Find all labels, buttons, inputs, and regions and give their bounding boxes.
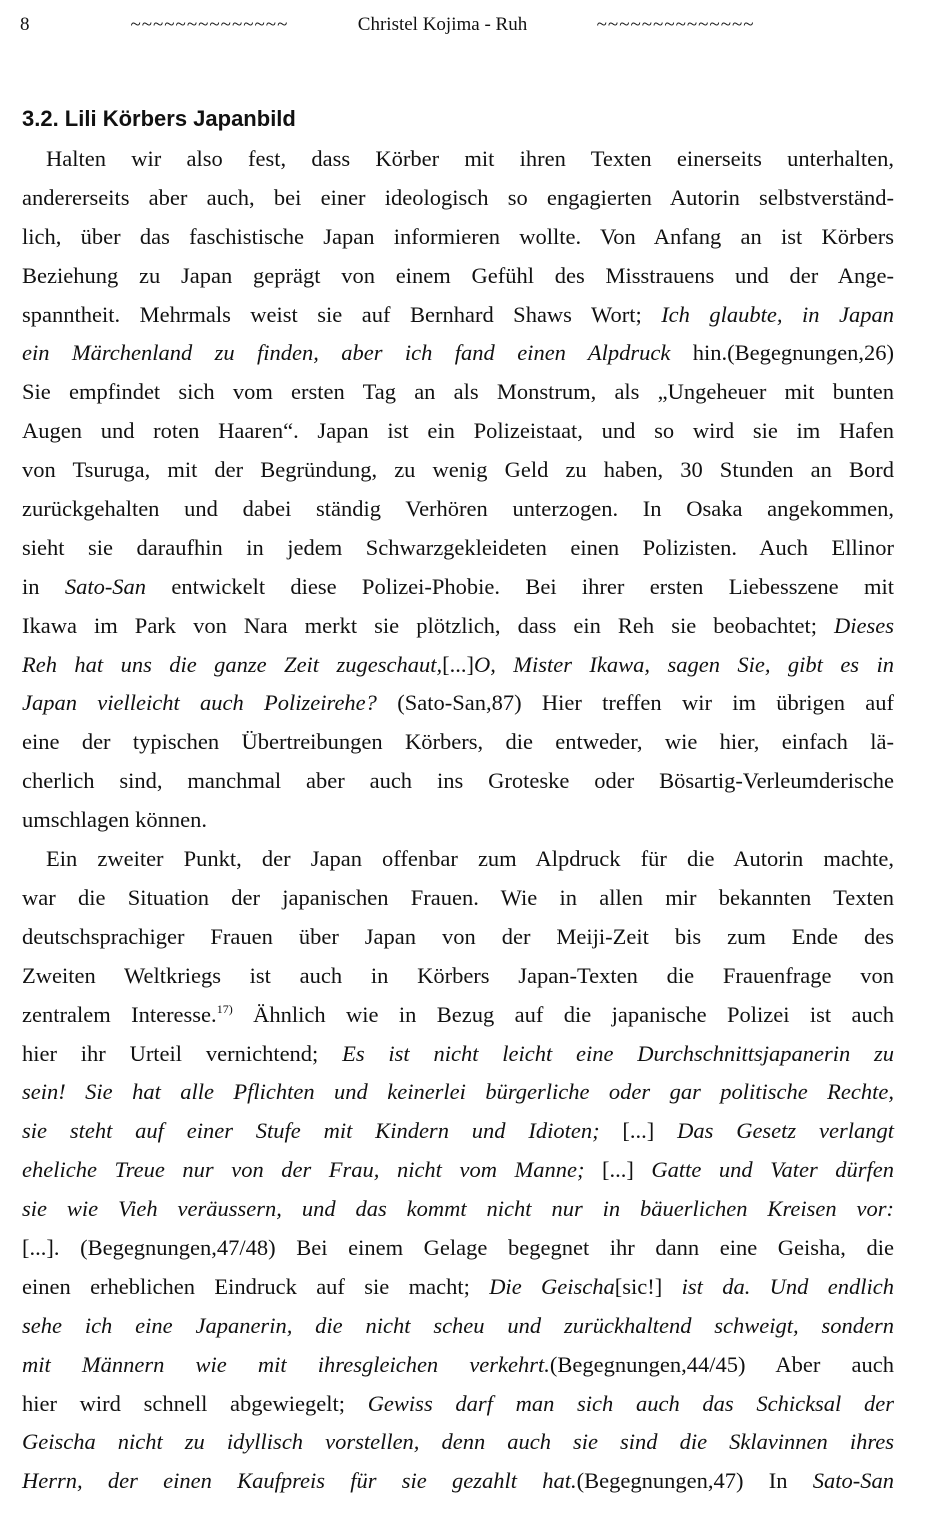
text-run: in	[22, 573, 65, 599]
text-line	[22, 684, 894, 723]
text-run: Augen und roten Haaren“. Japan ist ein Polizeistaat, und so wird sie im Hafen	[22, 418, 894, 444]
italic-quote: Die Geischa	[489, 1273, 615, 1299]
text-run: Ähnlich wie in Bezug auf die japanische Polizei ist auch	[232, 1001, 895, 1027]
text-line	[22, 1423, 894, 1462]
italic-quote: Ich glaubte, in Japan	[661, 301, 894, 327]
italic-quote: ist da. Und endlich	[681, 1273, 894, 1299]
text-run: eine der typischen Übertreibungen Körbers, die entweder, wie hier, einfach lä-	[22, 729, 894, 755]
text-line	[22, 646, 894, 685]
text-line	[22, 879, 894, 918]
text-run: Ikawa im Park von Nara merkt sie plötzlich, dass ein Reh sie beobachtet;	[22, 612, 834, 638]
body-text	[22, 140, 894, 1501]
text-line	[22, 1035, 894, 1074]
text-run: war die Situation der japanischen Frauen. Wie in allen mir bekannten Texten	[22, 884, 894, 910]
italic-quote: Reh hat uns die ganze Zeit zugeschaut,	[22, 651, 443, 677]
text-line	[22, 1462, 894, 1501]
italic-quote: eheliche Treue nur von der Frau, nicht vom Manne;	[22, 1157, 585, 1183]
italic-quote: sie steht auf einer Stufe mit Kindern und Idioten;	[22, 1118, 600, 1144]
italic-quote: sie wie Vieh veräussern, und das kommt nicht nur in bäuerlichen Kreisen vor:	[22, 1196, 894, 1222]
text-run: [...]	[599, 1118, 678, 1144]
text-line	[22, 1346, 894, 1385]
italic-quote: Gatte und Vater dürfen	[651, 1157, 894, 1183]
text-run: zurückgehalten und dabei ständig Verhören unterzogen. In Osaka angekommen,	[22, 496, 894, 522]
page-number: 8	[20, 14, 30, 35]
running-header	[20, 14, 810, 36]
text-line	[22, 1268, 894, 1307]
text-line	[22, 1385, 894, 1424]
text-line	[22, 762, 894, 801]
text-run: [sic!]	[614, 1273, 682, 1299]
text-run: von Tsuruga, mit der Begründung, zu wenig Geld zu haben, 30 Stunden an Bord	[22, 457, 894, 483]
text-run: (Begegnungen,47) In	[576, 1468, 813, 1494]
text-run: umschlagen können.	[22, 807, 207, 833]
text-line	[22, 140, 894, 179]
italic-quote: ein Märchenland zu finden, aber ich fand einen Alpdruck	[22, 340, 671, 366]
italic-quote: mit Männern wie mit ihresgleichen verkehrt.	[22, 1351, 550, 1377]
text-line	[22, 840, 894, 879]
text-run: einen erheblichen Eindruck auf sie macht;	[22, 1273, 490, 1299]
text-run: sieht sie daraufhin in jedem Schwarzgekleideten einen Polizisten. Auch Ellinor	[22, 534, 894, 560]
text-line	[22, 334, 894, 373]
text-run: spanntheit. Mehrmals weist sie auf Bernhard Shaws Wort;	[22, 301, 662, 327]
text-line	[22, 607, 894, 646]
italic-quote: Dieses	[834, 612, 894, 638]
italic-quote: Herrn, der einen Kaufpreis für sie gezahlt hat.	[22, 1468, 577, 1494]
italic-quote: sehe ich eine Japanerin, die nicht scheu und zurückhaltend schweigt, sondern	[22, 1312, 894, 1338]
footnote-ref: 17)	[216, 1001, 233, 1016]
italic-quote: Es ist nicht leicht eine Durchschnittsjapanerin zu	[342, 1040, 894, 1066]
running-title: Christel Kojima - Ruh	[357, 14, 528, 35]
header-ornament-right: ~~~~~~~~~~~~~~	[596, 14, 755, 35]
text-line	[22, 996, 894, 1035]
text-line	[22, 1307, 894, 1346]
italic-quote: Japan vielleicht auch Polizeirehe?	[22, 690, 377, 716]
italic-quote: Sato-San	[64, 573, 147, 599]
text-run: hier wird schnell abgewiegelt;	[22, 1390, 368, 1416]
text-line	[22, 296, 894, 335]
text-run: entwickelt diese Polizei-Phobie. Bei ihrer ersten Liebesszene mit	[146, 573, 894, 599]
text-run: hier ihr Urteil vernichtend;	[22, 1040, 343, 1066]
text-line	[22, 257, 894, 296]
header-ornament-left: ~~~~~~~~~~~~~~	[130, 14, 289, 35]
text-line	[22, 918, 894, 957]
text-run: Beziehung zu Japan geprägt von einem Gefühl des Misstrauens und der Ange-	[22, 262, 894, 288]
text-line	[22, 412, 894, 451]
italic-quote: O, Mister Ikawa, sagen Sie, gibt es in	[473, 651, 894, 677]
text-run: Sie empfindet sich vom ersten Tag an als Monstrum, als „Ungeheuer mit bunten	[22, 379, 894, 405]
text-line	[22, 1229, 894, 1268]
italic-quote: Geischa nicht zu idyllisch vorstellen, denn auch sie sind die Sklavinnen ihres	[22, 1429, 894, 1455]
text-run: [...]	[584, 1157, 652, 1183]
text-line	[22, 1112, 894, 1151]
text-line	[22, 451, 894, 490]
text-line	[22, 723, 894, 762]
text-run: [...]. (Begegnungen,47/48) Bei einem Gelage begegnet ihr dann eine Geisha, die	[22, 1234, 894, 1260]
section-title: 3.2. Lili Körbers Japanbild	[22, 106, 296, 131]
text-line	[22, 568, 894, 607]
text-run: lich, über das faschistische Japan informieren wollte. Von Anfang an ist Körbers	[22, 223, 894, 249]
text-line	[22, 373, 894, 412]
text-line	[22, 801, 894, 840]
text-line	[22, 490, 894, 529]
text-run: Zweiten Weltkriegs ist auch in Körbers Japan-Texten die Frauenfrage von	[22, 962, 894, 988]
italic-quote: Sato-San	[812, 1468, 894, 1494]
text-run: Ein zweiter Punkt, der Japan offenbar zum Alpdruck für die Autorin machte,	[46, 846, 894, 872]
text-line	[22, 1151, 894, 1190]
text-line	[22, 1073, 894, 1112]
text-line	[22, 1190, 894, 1229]
text-run: andererseits aber auch, bei einer ideologisch so engagierten Autorin selbstverständ-	[22, 184, 894, 210]
text-run: hin.(Begegnungen,26)	[670, 340, 894, 366]
italic-quote: sein! Sie hat alle Pflichten und keinerlei bürgerliche oder gar politische Rechte,	[22, 1079, 894, 1105]
text-run: (Sato-San,87) Hier treffen wir im übrigen auf	[376, 690, 894, 716]
text-run: deutschsprachiger Frauen über Japan von der Meiji-Zeit bis zum Ende des	[22, 923, 894, 949]
text-line	[22, 529, 894, 568]
text-run: (Begegnungen,44/45) Aber auch	[549, 1351, 894, 1377]
italic-quote: Gewiss darf man sich auch das Schicksal der	[367, 1390, 894, 1416]
text-run: zentralem Interesse.	[22, 1001, 217, 1027]
italic-quote: Das Gesetz verlangt	[677, 1118, 894, 1144]
text-line	[22, 218, 894, 257]
text-run: Halten wir also fest, dass Körber mit ihren Texten einerseits unterhalten,	[46, 146, 894, 171]
text-run: cherlich sind, manchmal aber auch ins Groteske oder Bösartig-Verleumderische	[22, 768, 894, 794]
text-line	[22, 179, 894, 218]
text-line	[22, 957, 894, 996]
text-run: [...]	[442, 651, 474, 677]
